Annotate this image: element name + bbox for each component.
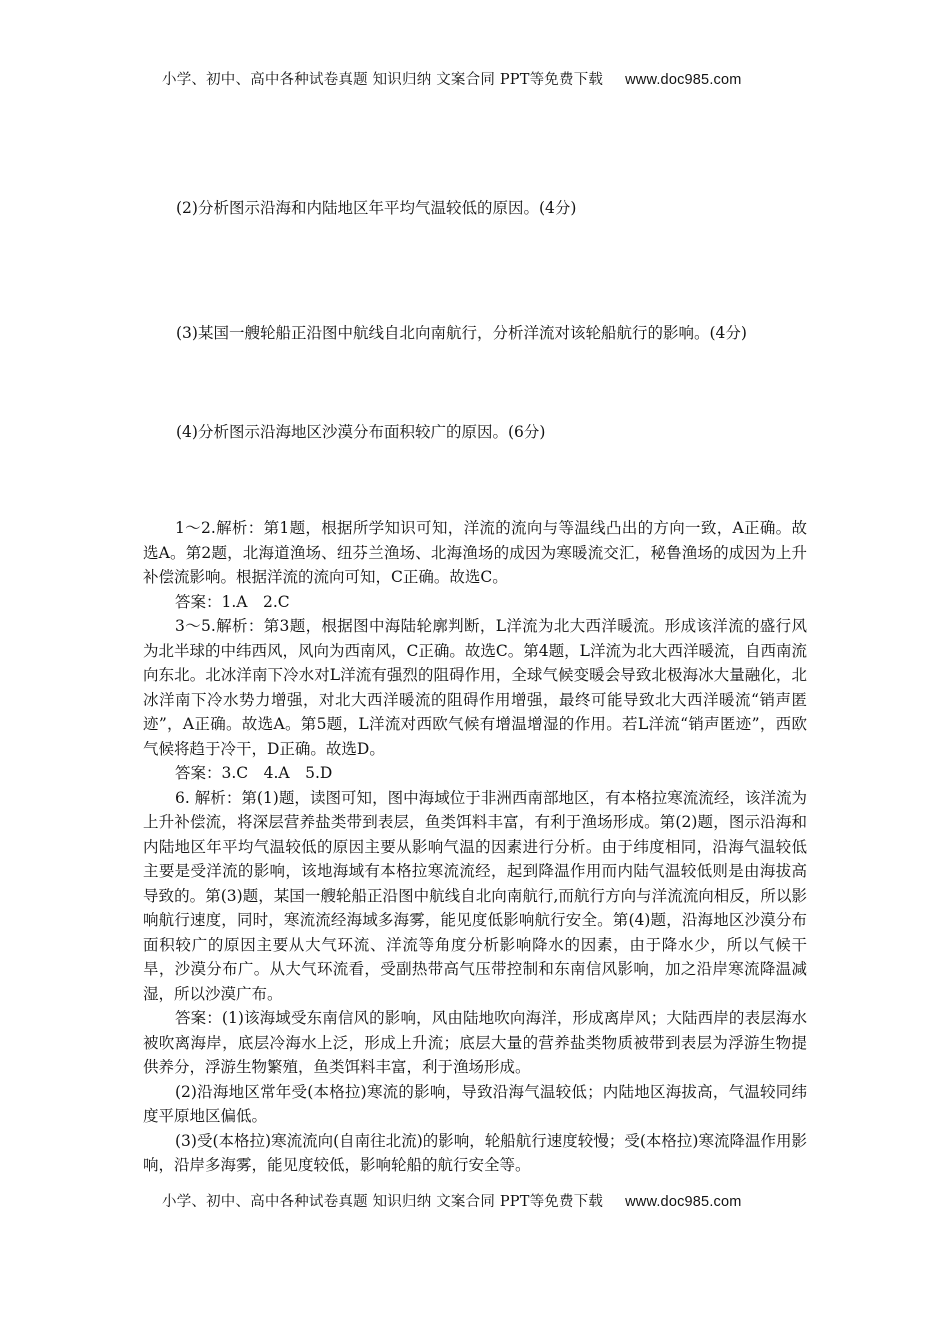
question-4: (4)分析图示沿海地区沙漠分布面积较广的原因。(6分) [176,423,546,441]
header-text: 小学、初中、高中各种试卷真题 知识归纳 文案合同 PPT等免费下载 [162,72,604,88]
answer-6-1: 答案：(1)该海域受东南信风的影响，风由陆地吹向海洋，形成离岸风；大陆西岸的表层海水被吹离海岸，底层冷海水上泛，形成上升流；底层大量的营养盐类物质被带到表层为浮游生物提供养分，浮游生物繁殖，鱼类饵料丰富，利于渔场形成。 [143,1009,807,1076]
explanation-3-5: 3～5.解析：第3题，根据图中海陆轮廓判断，L洋流为北大西洋暖流。形成该洋流的盛行风为北半球的中纬西风，风向为西南风，C正确。故选C。第4题，L洋流为北大西洋暖流，自西南流向东北。北冰洋南下冷水对L洋流有强烈的阻碍作用，全球气候变暖会导致北极海冰大量融化，北冰洋南下冷水势力增强，对北大西洋暖流的阻碍作用增强，最终可能导致北大西洋暖流“销声匿迹”，A正确。故选A。第5题，L洋流对西欧气候有增温增湿的作用。若L洋流“销声匿迹”，西欧气候将趋于冷干，D正确。故选D。 [143,617,807,758]
footer-url[interactable]: www.doc985.com [625,1194,742,1210]
answer-6-2: (2)沿海地区常年受(本格拉)寒流的影响，导致沿海气温较低；内陆地区海拔高，气温较同纬度平原地区偏低。 [143,1082,807,1125]
question-2: (2)分析图示沿海和内陆地区年平均气温较低的原因。(4分) [176,199,577,217]
answer-6-3: (3)受(本格拉)寒流流向(自南往北流)的影响，轮船航行速度较慢；受(本格拉)寒流降温作用影响，沿岸多海雾，能见度较低，影响轮船的航行安全等。 [143,1131,807,1174]
answer-1-2: 答案：1.A 2.C [175,592,290,611]
footer-text: 小学、初中、高中各种试卷真题 知识归纳 文案合同 PPT等免费下载 [162,1194,604,1210]
header-url[interactable]: www.doc985.com [625,72,742,88]
answer-section [143,516,807,1178]
page-footer [162,1190,742,1211]
explanation-6: 6. 解析：第(1)题，读图可知，图中海域位于非洲西南部地区，有本格拉寒流流经，该洋流为上升补偿流，将深层营养盐类带到表层，鱼类饵料丰富，有利于渔场形成。第(2)题，图示沿海和内陆地区年平均气温较低的原因主要从影响气温的因素进行分析。由于纬度相同，沿海气温较低主要是受洋流的影响，该地海域有本格拉寒流流经，起到降温作用而内陆气温较低则是由海拔高导致的。第(3)题，某国一艘轮船正沿图中航线自北向南航行,而航行方向与洋流流向相反，所以影响航行速度，同时，寒流流经海域多海雾，能见度低影响航行安全。第(4)题，沿海地区沙漠分布面积较广的原因主要从大气环流、洋流等角度分析影响降水的因素，由于降水少，所以气候干旱，沙漠分布广。从大气环流看，受副热带高气压带控制和东南信风影响，加之沿岸寒流降温减湿，所以沙漠广布。 [143,788,807,1003]
question-3: (3)某国一艘轮船正沿图中航线自北向南航行，分析洋流对该轮船航行的影响。(4分) [176,324,747,342]
explanation-1-2: 1～2.解析：第1题，根据所学知识可知，洋流的流向与等温线凸出的方向一致，A正确。故选A。第2题，北海道渔场、纽芬兰渔场、北海渔场的成因为寒暖流交汇，秘鲁渔场的成因为上升补偿流影响。根据洋流的流向可知，C正确。故选C。 [143,519,807,586]
page-header [162,68,742,89]
answer-3-5: 答案：3.C 4.A 5.D [175,764,333,782]
